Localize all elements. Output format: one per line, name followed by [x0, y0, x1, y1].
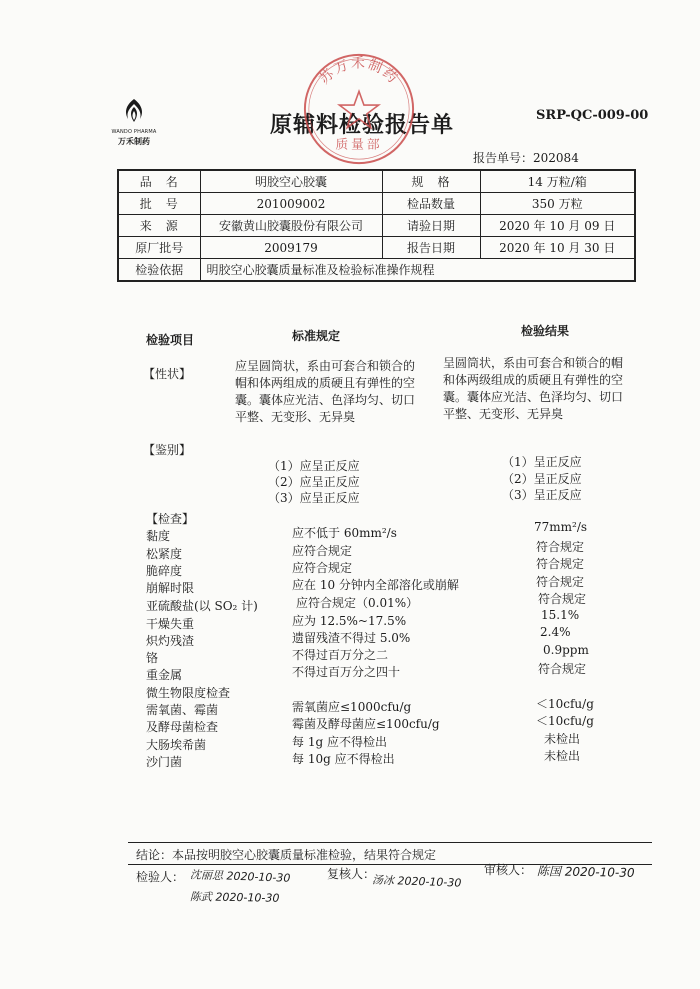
batch-value: 201009002	[200, 193, 382, 215]
check-item-name: 黏度	[146, 529, 171, 543]
check-item-result: 符合规定	[536, 540, 585, 554]
check-item-name: 及酵母菌检查	[146, 720, 219, 734]
name-label: 品 名	[118, 170, 200, 193]
quantity-value: 350 万粒	[480, 193, 635, 215]
info-row-mfr-batch	[118, 237, 635, 259]
check-item-result: 未检出	[544, 749, 581, 763]
check-item-standard: 每 1g 应不得检出	[292, 735, 387, 749]
check-item-result: 0.9ppm	[543, 643, 589, 657]
report-number-label: 报告单号：	[473, 151, 534, 165]
column-header-result: 检验结果	[521, 324, 570, 338]
check-item-name: 脆碎度	[146, 564, 183, 578]
check-item-standard: 遗留残渣不得过 5.0%	[292, 631, 411, 645]
column-header-standard: 标准规定	[292, 329, 341, 343]
seal-top-text: 苏万禾制药	[316, 55, 402, 88]
logo-chinese-text: 万禾制药	[118, 136, 150, 146]
identification-label: 【鉴别】	[143, 443, 192, 457]
auditor-label: 审核人：	[484, 863, 533, 877]
check-item-result: 15.1%	[541, 608, 580, 622]
check-item-standard: 不得过百万分之四十	[292, 665, 401, 679]
identification-result: （3）呈正反应	[502, 488, 582, 502]
reviewer-signature: 汤冰 2020-10-30	[371, 873, 462, 890]
check-item-name: 需氧菌、霉菌	[146, 703, 219, 717]
info-row-batch	[118, 193, 635, 215]
identification-standard: （2）应呈正反应	[268, 475, 360, 489]
check-item-standard: 不得过百万分之二	[292, 648, 389, 662]
identification-result: （1）呈正反应	[502, 455, 582, 469]
auditor-signature: 陈国 2020-10-30	[536, 864, 635, 880]
check-item-result: 符合规定	[536, 575, 585, 589]
check-item-standard: 应符合规定	[292, 561, 353, 575]
inspector-signature-secondary: 陈武 2020-10-30	[189, 890, 280, 905]
report-date-label: 报告日期	[382, 237, 480, 259]
info-table	[117, 169, 636, 282]
basis-value: 明胶空心胶囊质量标准及检验标准操作规程	[200, 259, 635, 282]
check-item-name: 崩解时限	[146, 581, 195, 595]
check-item-name: 铬	[146, 651, 159, 665]
report-number-value: 202084	[533, 151, 579, 165]
basis-label: 检验依据	[118, 259, 200, 282]
check-item-result: ＜10cfu/g	[536, 697, 594, 711]
report-number	[473, 149, 579, 166]
check-item-result: 77mm²/s	[534, 520, 588, 534]
check-item-name: 亚硫酸盐(以 SO₂ 计)	[146, 599, 258, 613]
check-item-standard: 需氧菌应≤1000cfu/g	[292, 700, 412, 714]
report-date-value: 2020 年 10 月 30 日	[480, 237, 635, 259]
check-item-standard: 霉菌及酵母菌应≤100cfu/g	[292, 717, 440, 731]
name-value: 明胶空心胶囊	[200, 170, 382, 193]
checks-label: 【检查】	[146, 512, 195, 526]
divider-top	[128, 842, 652, 843]
check-item-standard: 应不低于 60mm²/s	[292, 526, 397, 540]
check-item-name: 大肠埃希菌	[146, 738, 207, 752]
identification-standard: （3）应呈正反应	[268, 491, 360, 505]
check-item-standard: 应在 10 分钟内全部溶化或崩解	[292, 578, 459, 592]
identification-result: （2）呈正反应	[502, 472, 582, 486]
conclusion-label: 结论：	[136, 848, 173, 862]
check-item-result: 符合规定	[536, 557, 585, 571]
conclusion-text: 本品按明胶空心胶囊质量标准检验，结果符合规定	[172, 848, 437, 862]
request-date-value: 2020 年 10 月 09 日	[480, 215, 635, 237]
check-item-name: 干燥失重	[146, 617, 195, 631]
document-title: 原辅料检验报告单	[270, 112, 455, 138]
check-item-name: 炽灼残渣	[146, 634, 195, 648]
properties-label: 【性状】	[143, 367, 192, 381]
check-item-result: 2.4%	[540, 625, 571, 639]
check-item-result: 符合规定	[538, 592, 587, 606]
info-row-basis	[118, 259, 635, 282]
company-seal	[300, 50, 418, 168]
svg-text:苏万禾制药	[316, 56, 402, 88]
check-item-standard: 应符合规定	[292, 544, 353, 558]
identification-standard: （1）应呈正反应	[268, 459, 360, 473]
check-item-name: 沙门菌	[146, 755, 183, 769]
check-item-standard: 应符合规定（0.01%）	[296, 596, 419, 610]
check-item-name: 松紧度	[146, 547, 183, 561]
info-row-name	[118, 170, 635, 193]
info-row-source	[118, 215, 635, 237]
company-logo	[104, 98, 164, 147]
batch-label: 批 号	[118, 193, 200, 215]
check-item-name: 重金属	[146, 668, 183, 682]
check-item-result: 符合规定	[538, 662, 587, 676]
conclusion	[136, 846, 436, 863]
spec-value: 14 万粒/箱	[480, 170, 635, 193]
source-label: 来 源	[118, 215, 200, 237]
document-code: SRP-QC-009-00	[536, 108, 649, 123]
mfr-batch-value: 2009179	[200, 237, 382, 259]
properties-result: 呈圆筒状，系由可套合和锁合的帽和体两级组成的质硬且有弹性的空囊。囊体应光洁、色泽均匀、切口平整、无变形、无异臭	[443, 356, 624, 421]
inspector-signature: 沈丽思 2020-10-30	[189, 868, 291, 885]
logo-english-text: WANDO PHARMA	[111, 129, 157, 135]
source-value: 安徽黄山胶囊股份有限公司	[200, 215, 382, 237]
column-header-item: 检验项目	[146, 333, 195, 347]
spec-label: 规 格	[382, 170, 480, 193]
check-item-standard: 每 10g 应不得检出	[292, 752, 395, 766]
flame-logo-icon	[119, 98, 149, 124]
seal-bottom-text: 质量部	[335, 137, 383, 153]
properties-standard: 应呈圆筒状，系由可套合和锁合的帽和体两组成的质硬且有弹性的空囊。囊体应光洁、色泽均匀、切口平整、无变形、无异臭	[235, 359, 416, 424]
reviewer-label: 复核人：	[327, 867, 376, 881]
check-item-standard: 应为 12.5%~17.5%	[292, 614, 407, 628]
request-date-label: 请验日期	[382, 215, 480, 237]
mfr-batch-label: 原厂批号	[118, 237, 200, 259]
quantity-label: 检品数量	[382, 193, 480, 215]
check-item-result: 未检出	[544, 732, 581, 746]
check-item-result: ＜10cfu/g	[536, 714, 594, 728]
inspector-label: 检验人：	[136, 870, 185, 884]
check-item-name: 微生物限度检查	[146, 686, 231, 700]
